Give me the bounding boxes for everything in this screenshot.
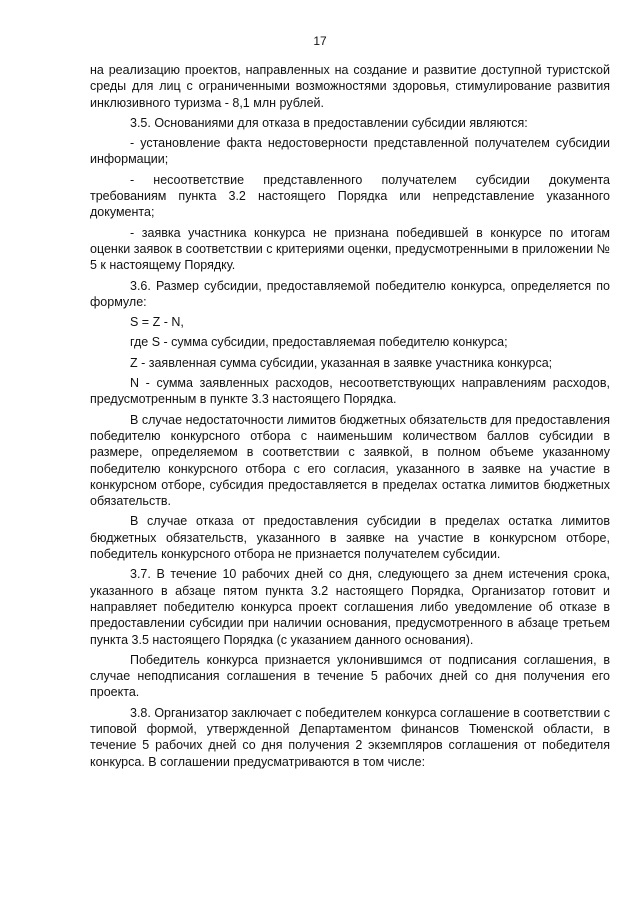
paragraph: 3.8. Организатор заключает с победителем конкурса соглашение в соответствии с типовой формой, утвержденной Департаментом финансов Тюменской области, в течение 5 рабочих дней со дня получения 2 экземпляров соглашения от победителя конкурса. В соглашении предусматриваются в том числе: [90, 705, 610, 769]
paragraph: - заявка участника конкурса не признана победившей в конкурсе по итогам оценки заявок в соответствии с критериями оценки, предусмотренными в приложении № 5 к настоящему Порядку. [90, 225, 610, 273]
paragraph: 3.6. Размер субсидии, предоставляемой победителю конкурса, определяется по формуле: [90, 278, 610, 309]
page-number: 17 [313, 34, 327, 48]
paragraph: Победитель конкурса признается уклонившимся от подписания соглашения, в случае неподписания соглашения в течение 5 рабочих дней со дня получения его проекта. [90, 652, 610, 700]
paragraph: S = Z - N, [130, 315, 184, 330]
paragraph: 3.5. Основаниями для отказа в предоставлении субсидии являются: [130, 115, 528, 130]
paragraph: В случае отказа от предоставления субсидии в пределах остатка лимитов бюджетных обязательств, указанного в заявке на участие в конкурсном отборе, победитель конкурсного отбора не признается получателем субсидии. [90, 514, 610, 562]
paragraph: где S - сумма субсидии, предоставляемая победителю конкурса; [130, 335, 508, 350]
document-body [90, 62, 610, 774]
paragraph: N - сумма заявленных расходов, несоответствующих направлениям расходов, предусмотренным в пункте 3.3 настоящего Порядка. [90, 376, 610, 407]
paragraph: на реализацию проектов, направленных на создание и развитие доступной туристской среды для лиц с ограниченными возможностями здоровья, стимулирование развития инклюзивного туризма - 8,1 млн рублей. [90, 63, 610, 110]
paragraph: 3.7. В течение 10 рабочих дней со дня, следующего за днем истечения срока, указанного в абзаце пятом пункта 3.2 настоящего Порядка, Организатор готовит и направляет победителю конкурса проект соглашения либо уведомление об отказе в предоставлении субсидии при наличии основания, предусмотренного в абзаце третьем пункта 3.5 настоящего Порядка (с указанием данного основания). [90, 567, 610, 647]
paragraph: - установление факта недостоверности представленной получателем субсидии информации; [90, 136, 610, 167]
paragraph: - несоответствие представленного получателем субсидии документа требованиям пункта 3.2 настоящего Порядка или непредставление указанного документа; [90, 172, 610, 220]
paragraph: В случае недостаточности лимитов бюджетных обязательств для предоставления победителю конкурсного отбора с наименьшим количеством баллов субсидии в размере, определяемом в соответствии с заявкой, в полном объеме указанному победителю конкурсного отбора с его согласия, указанного в заявке на участие в конкурсном отборе, субсидия предоставляется в пределах остатка лимитов бюджетных обязательств. [90, 412, 610, 509]
paragraph: Z - заявленная сумма субсидии, указанная в заявке участника конкурса; [130, 355, 553, 370]
